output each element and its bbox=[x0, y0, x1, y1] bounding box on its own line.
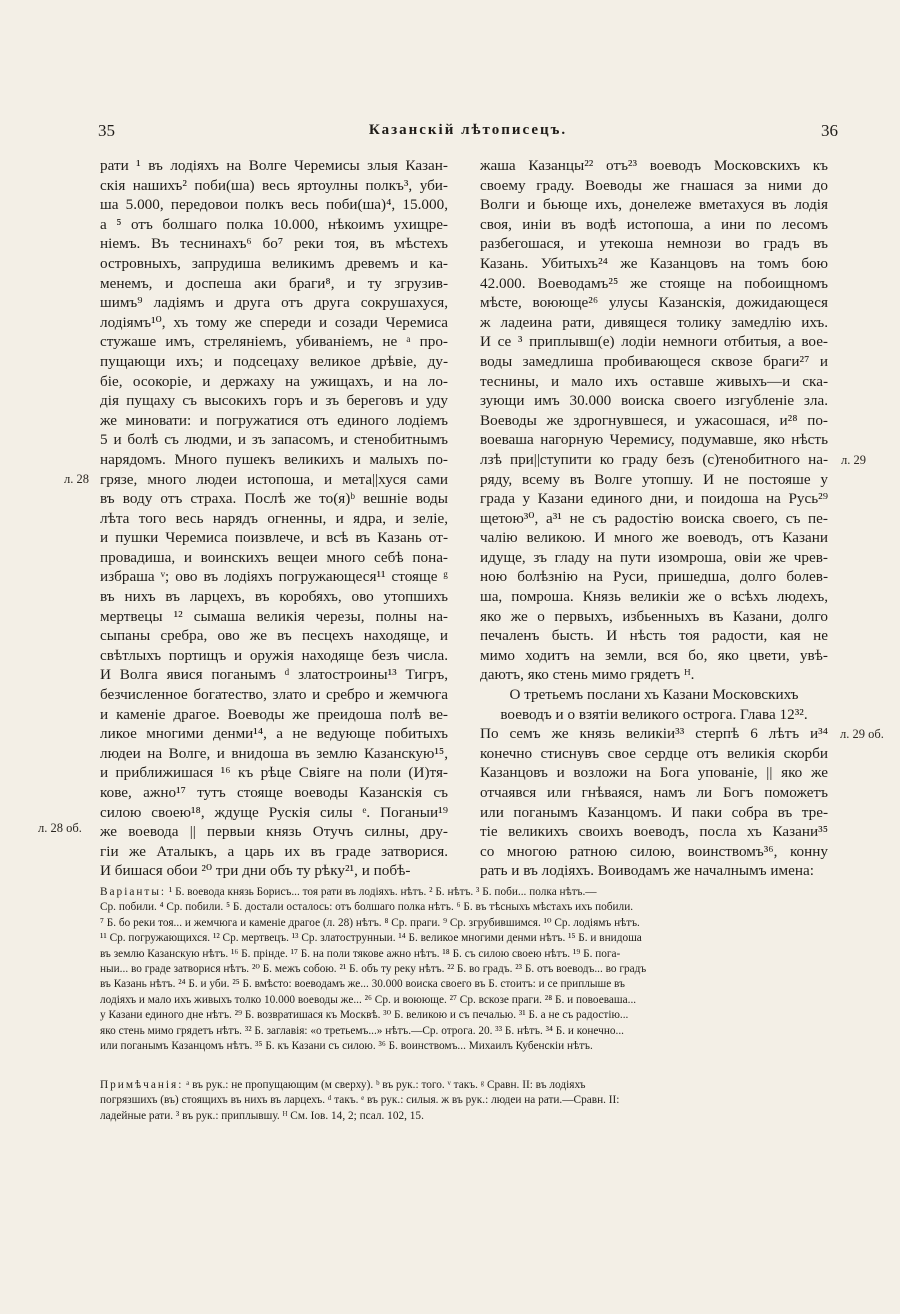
text-line: своя, иніи въ водѣ истопоша, а ини по лесомъ bbox=[480, 215, 828, 233]
text-line: менемъ, и доспеша аки браги⁸, и ту згрузив- bbox=[100, 274, 448, 292]
text-line: сыпаны сребра, ово же въ песцехъ находяще, и bbox=[100, 627, 448, 645]
text-line: жаша Казанцы²² отъ²³ воеводъ Московскихъ къ bbox=[480, 157, 828, 174]
text-line: ша 5.000, передовои полкъ весь поби(ша)⁴, 15.000, bbox=[100, 196, 448, 214]
note-line: погрязшихъ (въ) стоящихъ въ нихъ въ ларцехъ. ᵈ такъ. ᵉ въ рук.: силыя. ж въ рук.: людеи на рати.—Сравн. II: bbox=[100, 1094, 620, 1107]
text-line: мертвецы ¹² сымаша великія черезы, полны на- bbox=[100, 607, 448, 625]
note-line: у Казани единого дне нѣтъ. ²⁹ Б. возвратишася къ Москвѣ. ³⁰ Б. великою и съ печалью. ³¹ Б. а не съ радостію... bbox=[100, 1009, 629, 1022]
text-line: людеи на Волге, и внидоша въ землю Казанскую¹⁵, bbox=[100, 744, 448, 762]
text-line: біе, осокоріе, и держаху на ужищахъ, и на ло- bbox=[100, 372, 448, 390]
page-number-left: 35 bbox=[98, 121, 115, 140]
text-line: дія пущаху съ высокихъ горъ и зъ береговъ и уду bbox=[100, 392, 448, 410]
text-line: теснины, и мало ихъ оставше живыхъ—и ска- bbox=[480, 372, 828, 390]
text-line: лзѣ при||ступити ко граду безъ (с)тенобитного на- bbox=[480, 450, 828, 468]
text-line: Казань. Убитыхъ²⁴ же Казанцовъ на томъ бою bbox=[480, 254, 828, 272]
text-line: Казанцовъ и возложи на Бога упованіе, || яко же bbox=[480, 764, 828, 782]
margin-folio-29-ob: л. 29 об. bbox=[840, 727, 884, 741]
text-line: ніемъ. Въ теснинахъ⁶ бо⁷ реки тоя, въ мѣстехъ bbox=[100, 235, 448, 253]
text-line: силою своею¹⁸, ждуще Рускія силы ᵉ. Поганыи¹⁹ bbox=[100, 803, 448, 821]
text-line: провадиша, и воинскихъ вещеи много себѣ пона- bbox=[100, 548, 448, 566]
running-title: Казанскій лѣтописецъ. bbox=[368, 122, 568, 138]
text-line: пущающи ихъ; и подсецаху великое дрѣвіе, ду- bbox=[100, 352, 448, 370]
text-line: гіи же Аталыкъ, а царь их въ граде затворися. bbox=[100, 842, 448, 860]
text-line: Воеводы же здрогнувшеся, и ужасошася, и²⁸ по- bbox=[480, 411, 828, 429]
text-line: воеводъ и о взятіи великого острога. Глава 12³². bbox=[500, 705, 808, 723]
text-line: чалію великою. И много же воеводъ, отъ Казани bbox=[480, 529, 828, 547]
note-line: ныи... во граде затворися нѣтъ. ²⁰ Б. межъ собою. ²¹ Б. объ ту реку нѣтъ. ²² Б. во градъ. ²³ Б. отъ воеводъ... во градъ bbox=[100, 963, 647, 976]
text-line: ж ладеина рати, дивящеся толику замедлію ихъ. bbox=[480, 313, 828, 331]
page-header bbox=[98, 121, 838, 147]
text-line: островныхъ, запрудиша великимъ древемъ и ка- bbox=[100, 254, 448, 272]
note-line: въ Казань нѣтъ. ²⁴ Б. и уби. ²⁵ Б. вмѣсто: воеводамъ же... 30.000 воиска своего въ Б. стоитъ: и се приплыше въ bbox=[100, 978, 625, 991]
text-line: тіе великихъ своихъ воеводъ, посла хъ Казани³⁵ bbox=[480, 823, 828, 841]
margin-folio-28-ob: л. 28 об. bbox=[38, 821, 82, 835]
text-line: печаленъ бысть. И нѣсть тоя радости, кая не bbox=[480, 627, 828, 645]
text-line: кове, ажно¹⁷ тутъ стояще воеводы Казанскія съ bbox=[100, 784, 448, 801]
text-line: воеваша нагорную Черемису, подумавше, яко нѣсть bbox=[480, 431, 828, 449]
text-line: грязе, много людеи истопоша, и мета||хуся сами bbox=[100, 470, 448, 488]
text-line: лодіямъ¹⁰, хъ тому же спереди и созади Черемиса bbox=[100, 313, 448, 331]
remarks-label: Примѣчанія: bbox=[100, 1079, 184, 1091]
text-line: лѣта того весь нарядъ огненны, и ядра, и зеліе, bbox=[100, 509, 448, 527]
text-line: ною болѣзнію на Руси, пришедша, долго болев- bbox=[480, 568, 828, 586]
text-line: шимъ⁹ ладіямъ и друга отъ друга сокрушахуся, bbox=[100, 294, 448, 312]
text-line: 5 и болѣ съ людми, и зъ запасомъ, и стенобитнымъ bbox=[100, 431, 448, 449]
text-line: ряду, всему въ Волге утопшу. И не постояше у bbox=[480, 470, 828, 488]
note-line: ⁷ Б. бо реки тоя... и жемчюга и каменіе драгое (л. 28) нѣтъ. ⁸ Ср. праги. ⁹ Ср. згрубившимся. ¹⁰ Ср. лодіямъ нѣтъ. bbox=[100, 916, 640, 929]
text-line: зующи имъ 30.000 воиска своего изгубленіе зла. bbox=[480, 392, 828, 410]
text-line: рать и въ лодіяхъ. Воиводамъ же началнымъ имена: bbox=[480, 862, 814, 880]
text-line: ликое многими денми¹⁴, а не ведующе побитыхъ bbox=[100, 725, 448, 743]
text-line: идуще, зъ гладу на пути изомроша, овіи же чрев- bbox=[480, 548, 828, 566]
text-line: разбегошася, и утекоша немнози во градъ въ bbox=[480, 235, 828, 253]
text-line: мѣсте, воююще²⁶ улусы Казанскія, дожидающеся bbox=[480, 294, 828, 312]
text-line: же воевода || первыи князь Отучъ силны, дру- bbox=[100, 823, 448, 841]
text-line: воды замедлиша пробивающеся сквозе браги²⁷ и bbox=[480, 352, 828, 370]
note-line: лодіяхъ и мало ихъ живыхъ толко 10.000 воеводы же... ²⁶ Ср. и воююще. ²⁷ Ср. вскозе праги. ²⁸ Б. и повоеваша... bbox=[100, 993, 637, 1006]
text-line: нарядомъ. Много пушекъ великихъ и малыхъ по- bbox=[100, 450, 448, 468]
text-line: щетою³⁰, а³¹ не съ радостію воиска своего, съ пе- bbox=[480, 509, 828, 527]
text-line: стужаше имъ, стреляніемъ, убиваніемъ, не ᵃ про- bbox=[100, 333, 448, 351]
variants-line: ¹ Б. воевода князь Борисъ... тоя рати въ лодіяхъ. нѣтъ. ² Б. нѣтъ. ³ Б. поби... полка нѣтъ.— bbox=[168, 886, 597, 898]
margin-folio-29: л. 29 bbox=[841, 453, 866, 467]
text-line: и каменіе драгое. Воеводы же преидоша полѣ ве- bbox=[100, 705, 448, 723]
text-line: Волги и бьюще ихъ, донележе вметахуся въ лодія bbox=[480, 196, 828, 214]
text-line: 42.000. Воеводамъ²⁵ же стояще на побоищномъ bbox=[480, 274, 828, 292]
text-line: свѣтлыхъ портищъ и оружія находяще безъ числа. bbox=[100, 646, 448, 664]
note-line: въ землю Казанскую нѣтъ. ¹⁶ Б. прінде. ¹⁷ Б. на поли тякове ажно нѣтъ. ¹⁸ Б. съ силою своею нѣтъ. ¹⁹ Б. пога- bbox=[100, 947, 621, 960]
variants-label: Варіанты: bbox=[100, 886, 167, 898]
page-number-right: 36 bbox=[821, 121, 838, 140]
text-line: же миновати: и погружатися отъ единого лодіемъ bbox=[100, 411, 448, 429]
note-line: или поганымъ Казанцомъ нѣтъ. ³⁵ Б. къ Казани съ силою. ³⁶ Б. воинствомъ... Михаилъ Кубенскіи нѣтъ. bbox=[100, 1040, 593, 1053]
text-line: И Волга явися поганымъ ᵈ златостроины¹³ Тигръ, bbox=[100, 666, 448, 684]
text-line: и приближишася ¹⁶ къ рѣце Свіяге на поли (И)тя- bbox=[100, 764, 448, 782]
text-line: скія нашихъ² поби(ша) весь яртоулны полкъ³, уби- bbox=[100, 176, 448, 194]
text-line: избраша ᵛ; ово въ лодіяхъ погружающеся¹¹ стояще ᵍ bbox=[100, 568, 448, 586]
text-line: и пушки Черемиса поизвлече, и всѣ въ Казань от- bbox=[100, 529, 448, 547]
right-column bbox=[480, 156, 828, 881]
text-line: града у Казани единого дни, и поидоша на Русь²⁹ bbox=[480, 490, 828, 508]
text-line: даютъ, яко стень мимо грядетъ ᴴ. bbox=[480, 666, 695, 684]
text-line: отчаявся или гнѣваяся, намъ ли Богъ поможетъ bbox=[480, 784, 828, 801]
text-line: безчисленное богатество, злато и сребро и жемчюга bbox=[100, 686, 448, 704]
text-line: По семъ же князь великіи³³ стерпѣ 6 лѣтъ и³⁴ bbox=[480, 725, 828, 743]
text-line: въ нихъ въ ларцехъ, въ коробяхъ, ово утопшихъ bbox=[100, 588, 448, 606]
note-line: яко стень мимо грядетъ нѣтъ. ³² Б. заглавія: «о третьемъ...» нѣтъ.—Ср. отрога. 20. ³³ Б. нѣтъ. ³⁴ Б. и конечно... bbox=[100, 1024, 624, 1037]
text-line: а ⁵ отъ болшаго полка 10.000, нѣкоимъ ухищре- bbox=[100, 215, 448, 233]
left-column bbox=[100, 156, 448, 881]
note-line: ладейные рати. ³ въ рук.: приплывшу. ᴴ См. Іов. 14, 2; псал. 102, 15. bbox=[100, 1109, 424, 1122]
variants-apparatus bbox=[100, 885, 838, 1054]
text-line: мимо ходитъ на земли, вся бо, яко цвети, увѣ- bbox=[480, 646, 828, 664]
text-line: ша, помроша. Князь великіи же о всѣхъ людехъ, bbox=[480, 588, 828, 606]
text-line: И бишася обои ²⁰ три дни объ ту рѣку²¹, и побѣ- bbox=[100, 862, 411, 880]
text-line: О третьемъ послани хъ Казани Московскихъ bbox=[509, 686, 799, 704]
remarks-apparatus bbox=[100, 1078, 838, 1124]
text-line: рати ¹ въ лодіяхъ на Волге Черемисы злыя Казан- bbox=[100, 157, 448, 174]
note-line: ¹¹ Ср. погружающихся. ¹² Ср. мертвецъ. ¹³ Ср. златострунныи. ¹⁴ Б. великое многими денми нѣтъ. ¹⁵ Б. и внидоша bbox=[100, 932, 642, 945]
text-line: со многою ратною силою, воинствомъ³⁶, конну bbox=[480, 842, 828, 860]
text-line: или поганымъ Казанцомъ. И паки собра въ тре- bbox=[480, 803, 828, 821]
margin-folio-28: л. 28 bbox=[64, 472, 89, 486]
text-line: въ воду отъ страха. Послѣ же то(я)ᵇ вешніе воды bbox=[100, 490, 448, 508]
text-line: своему граду. Воеводы же гнашася за ними до bbox=[480, 176, 828, 194]
note-line: Ср. побили. ⁴ Ср. побили. ⁵ Б. достали осталось: отъ болшаго полка нѣтъ. ⁶ Б. въ тѣсныхъ мѣстахъ ихъ побили. bbox=[100, 901, 634, 914]
remarks-line: ᵃ въ рук.: не пропущающим (м сверху). ᵇ въ рук.: того. ᵛ такъ. ᵍ Сравн. II: въ лодіяхъ bbox=[186, 1079, 586, 1091]
text-line: яко же о первыхъ, избьенныхъ въ Казани, долго bbox=[480, 607, 828, 625]
text-line: конечно стиснувъ свое сердце отъ великія скорби bbox=[480, 744, 828, 762]
text-line: И се ³ приплывш(е) лодіи немноги отбитыя, а вое- bbox=[480, 333, 828, 351]
